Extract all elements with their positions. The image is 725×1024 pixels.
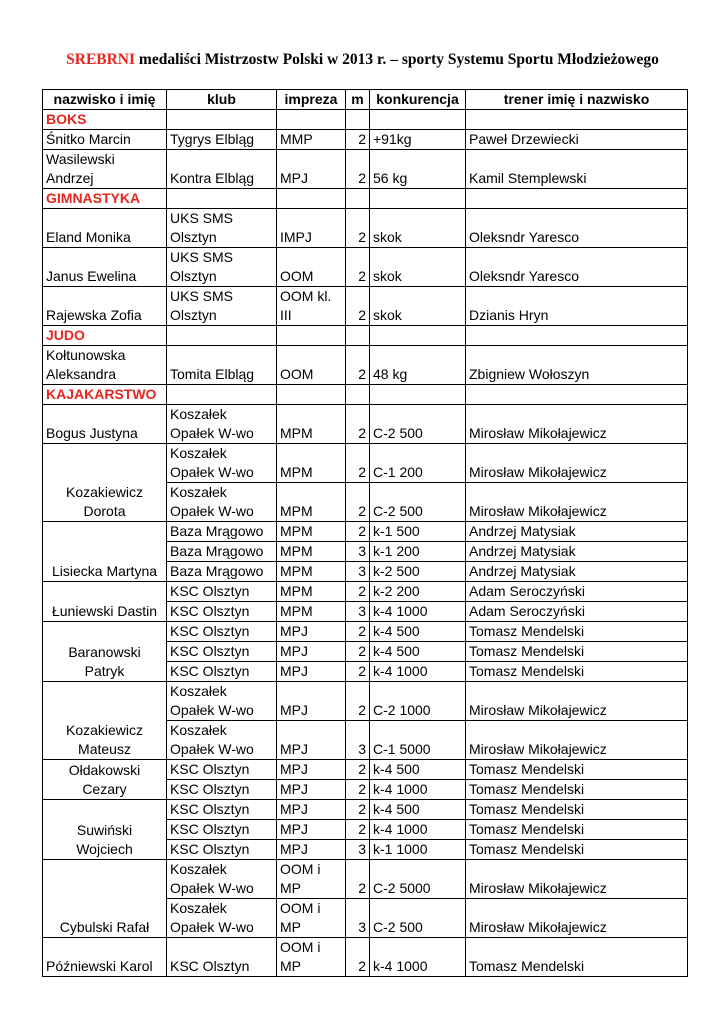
- club-cell: [167, 800, 277, 820]
- coach-cell: Tomasz Mendelski: [466, 622, 688, 642]
- club-cell-line: UKS SMS: [170, 249, 234, 265]
- athlete-name-line: Wojciech: [76, 841, 133, 857]
- athlete-name: [43, 860, 167, 938]
- club-cell-line: Opałek W-wo: [170, 464, 254, 480]
- athlete-name: [43, 444, 167, 522]
- place-cell: 2: [346, 662, 370, 682]
- title-rest: medaliści Mistrzostw Polski w 2013 r. – sporty Systemu Sportu Młodzieżowego: [135, 51, 659, 68]
- club-cell-line: KSC Olsztyn: [170, 821, 250, 837]
- event-cell-line: OOM i: [280, 861, 321, 877]
- table-row: [43, 444, 688, 483]
- event-cell-line: MPM: [280, 583, 313, 599]
- competition-cell: skok: [370, 209, 466, 248]
- event-cell-line: MPM: [280, 603, 313, 619]
- competition-cell: C-1 200: [370, 444, 466, 483]
- competition-cell: k-2 500: [370, 562, 466, 582]
- club-cell-line: KSC Olsztyn: [170, 801, 250, 817]
- title-accent: SREBRNI: [66, 51, 136, 68]
- club-cell-line: Opałek W-wo: [170, 702, 254, 718]
- event-cell-line: MP: [280, 919, 301, 935]
- event-cell: [277, 780, 346, 800]
- club-cell-line: Koszałek: [170, 683, 227, 699]
- athlete-name: [43, 209, 167, 248]
- athlete-name-line: Baranowski: [68, 644, 141, 660]
- club-cell: [167, 602, 277, 622]
- place-cell: 3: [346, 840, 370, 860]
- athlete-name-line: Mateusz: [78, 741, 131, 757]
- club-cell-line: KSC Olsztyn: [170, 583, 250, 599]
- event-cell: [277, 662, 346, 682]
- table-row: [43, 130, 688, 150]
- club-cell: [167, 542, 277, 562]
- club-cell-line: KSC Olsztyn: [170, 958, 250, 974]
- club-cell-line: Koszałek: [170, 722, 227, 738]
- club-cell: [167, 642, 277, 662]
- club-cell-line: KSC Olsztyn: [170, 663, 250, 679]
- section-row: [43, 385, 688, 405]
- athlete-name-line: Dorota: [83, 503, 126, 519]
- athlete-name-line: Rajewska Zofia: [46, 307, 142, 323]
- place-cell: 3: [346, 542, 370, 562]
- coach-cell: Andrzej Matysiak: [466, 562, 688, 582]
- table-row: [43, 522, 688, 542]
- club-cell-line: KSC Olsztyn: [170, 603, 250, 619]
- event-cell: [277, 682, 346, 721]
- club-cell-line: Baza Mrągowo: [170, 543, 264, 559]
- event-cell-line: IMPJ: [280, 229, 312, 245]
- empty-cell: [277, 326, 346, 346]
- empty-cell: [277, 385, 346, 405]
- competition-cell: +91kg: [370, 130, 466, 150]
- section-label: JUDO: [43, 326, 167, 346]
- coach-cell: Mirosław Mikołajewicz: [466, 405, 688, 444]
- empty-cell: [466, 189, 688, 209]
- empty-cell: [277, 110, 346, 130]
- club-cell: [167, 721, 277, 760]
- club-cell: [167, 938, 277, 977]
- coach-cell: Tomasz Mendelski: [466, 662, 688, 682]
- event-cell-line: MMP: [280, 131, 313, 147]
- athlete-name-line: Kozakiewicz: [65, 484, 144, 500]
- club-cell-line: Olsztyn: [170, 307, 217, 323]
- event-cell-line: OOM: [280, 366, 314, 382]
- place-cell: 2: [346, 483, 370, 522]
- competition-cell: k-4 1000: [370, 662, 466, 682]
- competition-cell: C-2 500: [370, 899, 466, 938]
- event-cell: [277, 899, 346, 938]
- header-event: impreza: [277, 90, 346, 110]
- coach-cell: Adam Seroczyński: [466, 602, 688, 622]
- event-cell: [277, 405, 346, 444]
- club-cell: [167, 405, 277, 444]
- empty-cell: [346, 110, 370, 130]
- empty-cell: [346, 189, 370, 209]
- athlete-name-line: Patryk: [84, 663, 125, 679]
- competition-cell: k-4 500: [370, 760, 466, 780]
- athlete-name: [43, 522, 167, 582]
- table-row: [43, 248, 688, 287]
- athlete-name-line: Łuniewski Dastin: [51, 603, 158, 619]
- club-cell-line: Koszałek: [170, 406, 227, 422]
- place-cell: 2: [346, 622, 370, 642]
- club-cell-line: Kontra Elbląg: [170, 170, 255, 186]
- competition-cell: C-2 500: [370, 483, 466, 522]
- empty-cell: [370, 326, 466, 346]
- club-cell: [167, 840, 277, 860]
- table-row: [43, 405, 688, 444]
- coach-cell: Mirosław Mikołajewicz: [466, 444, 688, 483]
- club-cell-line: KSC Olsztyn: [170, 841, 250, 857]
- event-cell: [277, 800, 346, 820]
- club-cell-line: Olsztyn: [170, 268, 217, 284]
- place-cell: 2: [346, 780, 370, 800]
- athlete-name: [43, 582, 167, 622]
- event-cell-line: MPJ: [280, 741, 308, 757]
- athlete-name: [43, 800, 167, 860]
- club-cell-line: Opałek W-wo: [170, 503, 254, 519]
- event-cell-line: OOM i: [280, 900, 321, 916]
- event-cell-line: OOM: [280, 268, 314, 284]
- empty-cell: [466, 326, 688, 346]
- event-cell-line: MPJ: [280, 801, 308, 817]
- header-name: nazwisko i imię: [43, 90, 167, 110]
- coach-cell: Mirosław Mikołajewicz: [466, 483, 688, 522]
- event-cell: [277, 346, 346, 385]
- club-cell: [167, 899, 277, 938]
- event-cell-line: MPM: [280, 464, 313, 480]
- club-cell-line: Opałek W-wo: [170, 741, 254, 757]
- club-cell: [167, 820, 277, 840]
- table-row: [43, 860, 688, 899]
- athlete-name-line: Kołtunowska: [46, 347, 126, 363]
- empty-cell: [370, 189, 466, 209]
- event-cell-line: MPJ: [280, 170, 308, 186]
- section-row: [43, 110, 688, 130]
- club-cell: [167, 209, 277, 248]
- athlete-name: [43, 760, 167, 800]
- empty-cell: [167, 385, 277, 405]
- club-cell-line: Tygrys Elbląg: [170, 131, 255, 147]
- empty-cell: [466, 385, 688, 405]
- event-cell-line: MPM: [280, 503, 313, 519]
- club-cell: [167, 522, 277, 542]
- header-comp: konkurencja: [370, 90, 466, 110]
- athlete-name-line: Aleksandra: [46, 366, 117, 382]
- competition-cell: k-2 200: [370, 582, 466, 602]
- club-cell: [167, 622, 277, 642]
- place-cell: 2: [346, 800, 370, 820]
- table-row: [43, 938, 688, 977]
- competition-cell: C-1 5000: [370, 721, 466, 760]
- empty-cell: [167, 110, 277, 130]
- place-cell: 2: [346, 522, 370, 542]
- coach-cell: Tomasz Mendelski: [466, 760, 688, 780]
- athlete-name: [43, 346, 167, 385]
- coach-cell: Tomasz Mendelski: [466, 800, 688, 820]
- event-cell-line: MP: [280, 958, 301, 974]
- coach-cell: Andrzej Matysiak: [466, 542, 688, 562]
- table-row: [43, 209, 688, 248]
- table-row: [43, 582, 688, 602]
- athlete-name: [43, 130, 167, 150]
- place-cell: 2: [346, 938, 370, 977]
- coach-cell: Tomasz Mendelski: [466, 642, 688, 662]
- competition-cell: C-2 1000: [370, 682, 466, 721]
- place-cell: 2: [346, 444, 370, 483]
- event-cell: [277, 721, 346, 760]
- section-label: KAJAKARSTWO: [43, 385, 167, 405]
- club-cell-line: Koszałek: [170, 484, 227, 500]
- club-cell-line: KSC Olsztyn: [170, 643, 250, 659]
- club-cell-line: KSC Olsztyn: [170, 623, 250, 639]
- event-cell: [277, 130, 346, 150]
- event-cell: [277, 760, 346, 780]
- club-cell-line: Baza Mrągowo: [170, 563, 264, 579]
- place-cell: 2: [346, 287, 370, 326]
- club-cell: [167, 346, 277, 385]
- event-cell: [277, 622, 346, 642]
- competition-cell: k-4 500: [370, 642, 466, 662]
- empty-cell: [167, 189, 277, 209]
- coach-cell: Tomasz Mendelski: [466, 938, 688, 977]
- club-cell: [167, 582, 277, 602]
- athlete-name-line: Janus Ewelina: [46, 268, 137, 284]
- competition-cell: skok: [370, 287, 466, 326]
- event-cell: [277, 248, 346, 287]
- club-cell-line: Koszałek: [170, 861, 227, 877]
- event-cell-line: III: [280, 307, 292, 323]
- event-cell: [277, 642, 346, 662]
- header-row: [43, 90, 688, 110]
- athlete-name-line: Cybulski Rafał: [59, 919, 150, 935]
- club-cell-line: Opałek W-wo: [170, 880, 254, 896]
- athlete-name: [43, 248, 167, 287]
- club-cell-line: UKS SMS: [170, 288, 234, 304]
- club-cell-line: Opałek W-wo: [170, 425, 254, 441]
- coach-cell: Dzianis Hryn: [466, 287, 688, 326]
- header-m: m: [346, 90, 370, 110]
- empty-cell: [277, 189, 346, 209]
- club-cell: [167, 483, 277, 522]
- coach-cell: Zbigniew Wołoszyn: [466, 346, 688, 385]
- empty-cell: [346, 385, 370, 405]
- coach-cell: Tomasz Mendelski: [466, 820, 688, 840]
- coach-cell: Tomasz Mendelski: [466, 780, 688, 800]
- coach-cell: Oleksndr Yaresco: [466, 209, 688, 248]
- club-cell: [167, 562, 277, 582]
- athlete-name: [43, 938, 167, 977]
- empty-cell: [370, 385, 466, 405]
- place-cell: 2: [346, 130, 370, 150]
- club-cell-line: Tomita Elbląg: [170, 366, 255, 382]
- empty-cell: [370, 110, 466, 130]
- club-cell-line: Baza Mrągowo: [170, 523, 264, 539]
- club-cell: [167, 860, 277, 899]
- event-cell-line: MPM: [280, 523, 313, 539]
- competition-cell: k-4 1000: [370, 938, 466, 977]
- competition-cell: C-2 5000: [370, 860, 466, 899]
- event-cell: [277, 840, 346, 860]
- athlete-name-line: Suwiński: [76, 822, 133, 838]
- coach-cell: Tomasz Mendelski: [466, 840, 688, 860]
- event-cell-line: MPJ: [280, 761, 308, 777]
- club-cell-line: Opałek W-wo: [170, 919, 254, 935]
- place-cell: 2: [346, 642, 370, 662]
- competition-cell: 56 kg: [370, 150, 466, 189]
- club-cell-line: KSC Olsztyn: [170, 781, 250, 797]
- event-cell-line: MPJ: [280, 781, 308, 797]
- coach-cell: Mirosław Mikołajewicz: [466, 721, 688, 760]
- competition-cell: k-4 500: [370, 622, 466, 642]
- club-cell: [167, 444, 277, 483]
- competition-cell: C-2 500: [370, 405, 466, 444]
- athlete-name-line: Andrzej: [46, 170, 94, 186]
- athlete-name: [43, 682, 167, 760]
- table-row: [43, 287, 688, 326]
- event-cell-line: MPJ: [280, 643, 308, 659]
- place-cell: 2: [346, 209, 370, 248]
- event-cell-line: MPJ: [280, 841, 308, 857]
- athlete-name-line: Śnitko Marcin: [46, 131, 131, 147]
- athlete-name-line: Cezary: [82, 781, 127, 797]
- place-cell: 2: [346, 682, 370, 721]
- table-row: [43, 622, 688, 642]
- competition-cell: k-4 500: [370, 800, 466, 820]
- table-row: [43, 150, 688, 189]
- section-label: GIMNASTYKA: [43, 189, 167, 209]
- athlete-name-line: Ołdakowski: [68, 762, 141, 778]
- coach-cell: Mirosław Mikołajewicz: [466, 682, 688, 721]
- athlete-name-line: Wasilewski: [46, 151, 115, 167]
- event-cell: [277, 938, 346, 977]
- event-cell-line: MPM: [280, 425, 313, 441]
- place-cell: 2: [346, 150, 370, 189]
- athlete-name: [43, 622, 167, 682]
- event-cell: [277, 287, 346, 326]
- competition-cell: k-1 500: [370, 522, 466, 542]
- place-cell: 3: [346, 899, 370, 938]
- club-cell: [167, 682, 277, 721]
- event-cell: [277, 542, 346, 562]
- place-cell: 3: [346, 721, 370, 760]
- event-cell: [277, 602, 346, 622]
- competition-cell: 48 kg: [370, 346, 466, 385]
- event-cell-line: OOM i: [280, 939, 321, 955]
- club-cell: [167, 780, 277, 800]
- athlete-name-line: Lisiecka Martyna: [51, 563, 158, 579]
- empty-cell: [167, 326, 277, 346]
- athlete-name: [43, 287, 167, 326]
- event-cell: [277, 444, 346, 483]
- section-row: [43, 189, 688, 209]
- table-row: [43, 682, 688, 721]
- club-cell: [167, 287, 277, 326]
- coach-cell: Adam Seroczyński: [466, 582, 688, 602]
- event-cell-line: MP: [280, 880, 301, 896]
- event-cell-line: MPJ: [280, 821, 308, 837]
- place-cell: 2: [346, 820, 370, 840]
- header-club: klub: [167, 90, 277, 110]
- athlete-name-line: Późniewski Karol: [46, 958, 153, 974]
- athlete-name: [43, 405, 167, 444]
- event-cell: [277, 522, 346, 542]
- event-cell: [277, 582, 346, 602]
- coach-cell: Kamil Stemplewski: [466, 150, 688, 189]
- coach-cell: Mirosław Mikołajewicz: [466, 899, 688, 938]
- table-row: [43, 346, 688, 385]
- medal-table: [42, 89, 688, 977]
- event-cell: [277, 562, 346, 582]
- section-label: BOKS: [43, 110, 167, 130]
- event-cell-line: MPJ: [280, 663, 308, 679]
- event-cell: [277, 209, 346, 248]
- empty-cell: [346, 326, 370, 346]
- competition-cell: k-4 1000: [370, 820, 466, 840]
- table-row: [43, 800, 688, 820]
- event-cell: [277, 150, 346, 189]
- club-cell-line: Koszałek: [170, 900, 227, 916]
- section-row: [43, 326, 688, 346]
- event-cell-line: MPJ: [280, 702, 308, 718]
- event-cell-line: OOM kl.: [280, 288, 332, 304]
- athlete-name: [43, 150, 167, 189]
- club-cell-line: UKS SMS: [170, 210, 234, 226]
- table-row: [43, 760, 688, 780]
- header-coach: trener imię i nazwisko: [466, 90, 688, 110]
- club-cell: [167, 760, 277, 780]
- club-cell-line: Olsztyn: [170, 229, 217, 245]
- place-cell: 3: [346, 562, 370, 582]
- event-cell-line: MPM: [280, 543, 313, 559]
- competition-cell: k-1 200: [370, 542, 466, 562]
- club-cell-line: KSC Olsztyn: [170, 761, 250, 777]
- competition-cell: skok: [370, 248, 466, 287]
- club-cell: [167, 130, 277, 150]
- club-cell: [167, 662, 277, 682]
- empty-cell: [466, 110, 688, 130]
- place-cell: 2: [346, 346, 370, 385]
- competition-cell: k-4 1000: [370, 780, 466, 800]
- competition-cell: k-4 1000: [370, 602, 466, 622]
- event-cell-line: MPM: [280, 563, 313, 579]
- club-cell: [167, 248, 277, 287]
- coach-cell: Paweł Drzewiecki: [466, 130, 688, 150]
- page-title: [40, 50, 685, 69]
- coach-cell: Oleksndr Yaresco: [466, 248, 688, 287]
- coach-cell: Andrzej Matysiak: [466, 522, 688, 542]
- place-cell: 3: [346, 602, 370, 622]
- place-cell: 2: [346, 860, 370, 899]
- club-cell-line: Koszałek: [170, 445, 227, 461]
- event-cell: [277, 820, 346, 840]
- coach-cell: Mirosław Mikołajewicz: [466, 860, 688, 899]
- event-cell-line: MPJ: [280, 623, 308, 639]
- athlete-name-line: Kozakiewicz: [65, 722, 144, 738]
- place-cell: 2: [346, 248, 370, 287]
- place-cell: 2: [346, 760, 370, 780]
- club-cell: [167, 150, 277, 189]
- place-cell: 2: [346, 405, 370, 444]
- athlete-name-line: Eland Monika: [46, 229, 131, 245]
- athlete-name-line: Bogus Justyna: [46, 425, 138, 441]
- place-cell: 2: [346, 582, 370, 602]
- event-cell: [277, 483, 346, 522]
- competition-cell: k-1 1000: [370, 840, 466, 860]
- table-body: [43, 90, 688, 977]
- event-cell: [277, 860, 346, 899]
